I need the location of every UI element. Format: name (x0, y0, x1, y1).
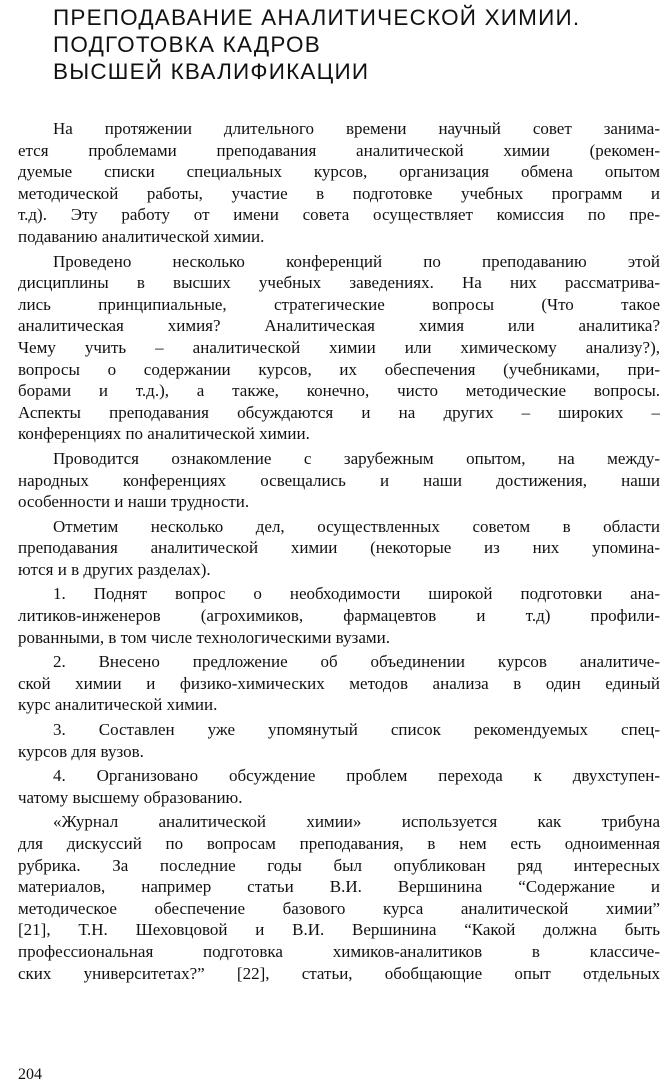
text-line: рованными, в том числе технологическими вузами. (18, 627, 390, 647)
paragraph (18, 811, 660, 984)
text-line: лись принципиальные, стратегические вопросы (Что такое (18, 294, 660, 314)
chapter-title (53, 4, 653, 85)
text-line: для дискуссий по вопросам преподавания, в нем есть одноименная (18, 834, 660, 853)
text-line: На протяжении длительного времени научный совет занима- (53, 119, 660, 138)
text-line: профессиональная подготовка химиков-аналитиков в классиче- (18, 941, 660, 961)
paragraph (18, 719, 660, 762)
text-line: особенности и наши трудности. (18, 492, 250, 512)
paragraph (18, 583, 660, 648)
paragraph (18, 251, 660, 445)
text-line: 1. Поднят вопрос о необходимости широкой подготовки ана- (53, 584, 660, 604)
text-line: подаванию аналитической химии. (18, 226, 265, 246)
text-line: Проводится ознакомление с зарубежным опытом, на между- (53, 448, 660, 468)
title-line: ВЫСШЕЙ КВАЛИФИКАЦИИ (53, 59, 370, 84)
paragraph (18, 651, 660, 716)
text-line: методическое обеспечение базового курса аналитической химии” (18, 898, 660, 918)
paragraph (18, 448, 660, 513)
page-number: 204 (18, 1066, 42, 1083)
text-line: дисциплины в высших учебных заведениях. На них рассматрива- (18, 273, 660, 293)
text-line: курс аналитической химии. (18, 695, 218, 715)
text-line: Отметим несколько дел, осуществленных советом в области (53, 516, 660, 536)
title-line: ПРЕПОДАВАНИЕ АНАЛИТИЧЕСКОЙ ХИМИИ. (53, 5, 581, 30)
paragraph (18, 118, 660, 248)
text-line: т.д). Эту работу от имени совета осуществляет комиссия по пре- (18, 205, 660, 225)
text-line: 2. Внесено предложение об объединении курсов аналитиче- (53, 652, 660, 672)
text-line: преподавания аналитической химии (некоторые из них упомина- (18, 538, 660, 558)
text-line: вопросы о содержании курсов, их обеспечения (учебниками, при- (18, 359, 660, 379)
paragraph (18, 765, 660, 808)
title-line: ПОДГОТОВКА КАДРОВ (53, 32, 321, 57)
text-line: ются и в других разделах). (18, 559, 211, 579)
text-line: [21], Т.Н. Шеховцовой и В.И. Вершинина “Какой должна быть (18, 920, 660, 940)
text-line: аналитическая химия? Аналитическая химия или аналитика? (18, 316, 660, 336)
text-line: борами и т.д.), а также, конечно, чисто методические вопросы. (18, 381, 660, 401)
text-line: 3. Составлен уже упомянутый список рекомендуемых спец- (53, 720, 660, 740)
text-line: конференциях по аналитической химии. (18, 424, 310, 444)
text-line: чатому высшему образованию. (18, 787, 243, 807)
text-line: народных конференциях освещались и наши достижения, наши (18, 470, 660, 490)
text-line: литиков-инженеров (агрохимиков, фармацевтов и т.д) профили- (18, 606, 660, 626)
text-line: ется проблемами преподавания аналитической химии (рекомен- (18, 140, 660, 160)
paragraph (18, 516, 660, 581)
text-line: ской химии и физико-химических методов анализа в один единый (18, 673, 660, 693)
text-line: «Журнал аналитической химии» используется как трибуна (53, 812, 660, 832)
body-text (18, 118, 660, 987)
text-line: рубрика. За последние годы был опубликован ряд интересных (18, 855, 660, 875)
text-line: 4. Организовано обсуждение проблем перехода к двухступен- (53, 766, 660, 786)
text-line: курсов для вузов. (18, 741, 144, 761)
text-line: Чему учить – аналитической химии или химическому анализу?), (18, 337, 660, 357)
text-line: материалов, например статьи В.И. Вершинина “Содержание и (18, 877, 660, 897)
text-line: Аспекты преподавания обсуждаются и на других – широких – (18, 402, 660, 422)
text-line: дуемые списки специальных курсов, организация обмена опытом (18, 162, 660, 182)
text-line: Проведено несколько конференций по преподаванию этой (53, 251, 660, 271)
text-line: методической работы, участие в подготовке учебных программ и (18, 183, 660, 203)
text-line: ских университетах?” [22], статьи, обобщающие опыт отдельных (18, 963, 660, 983)
